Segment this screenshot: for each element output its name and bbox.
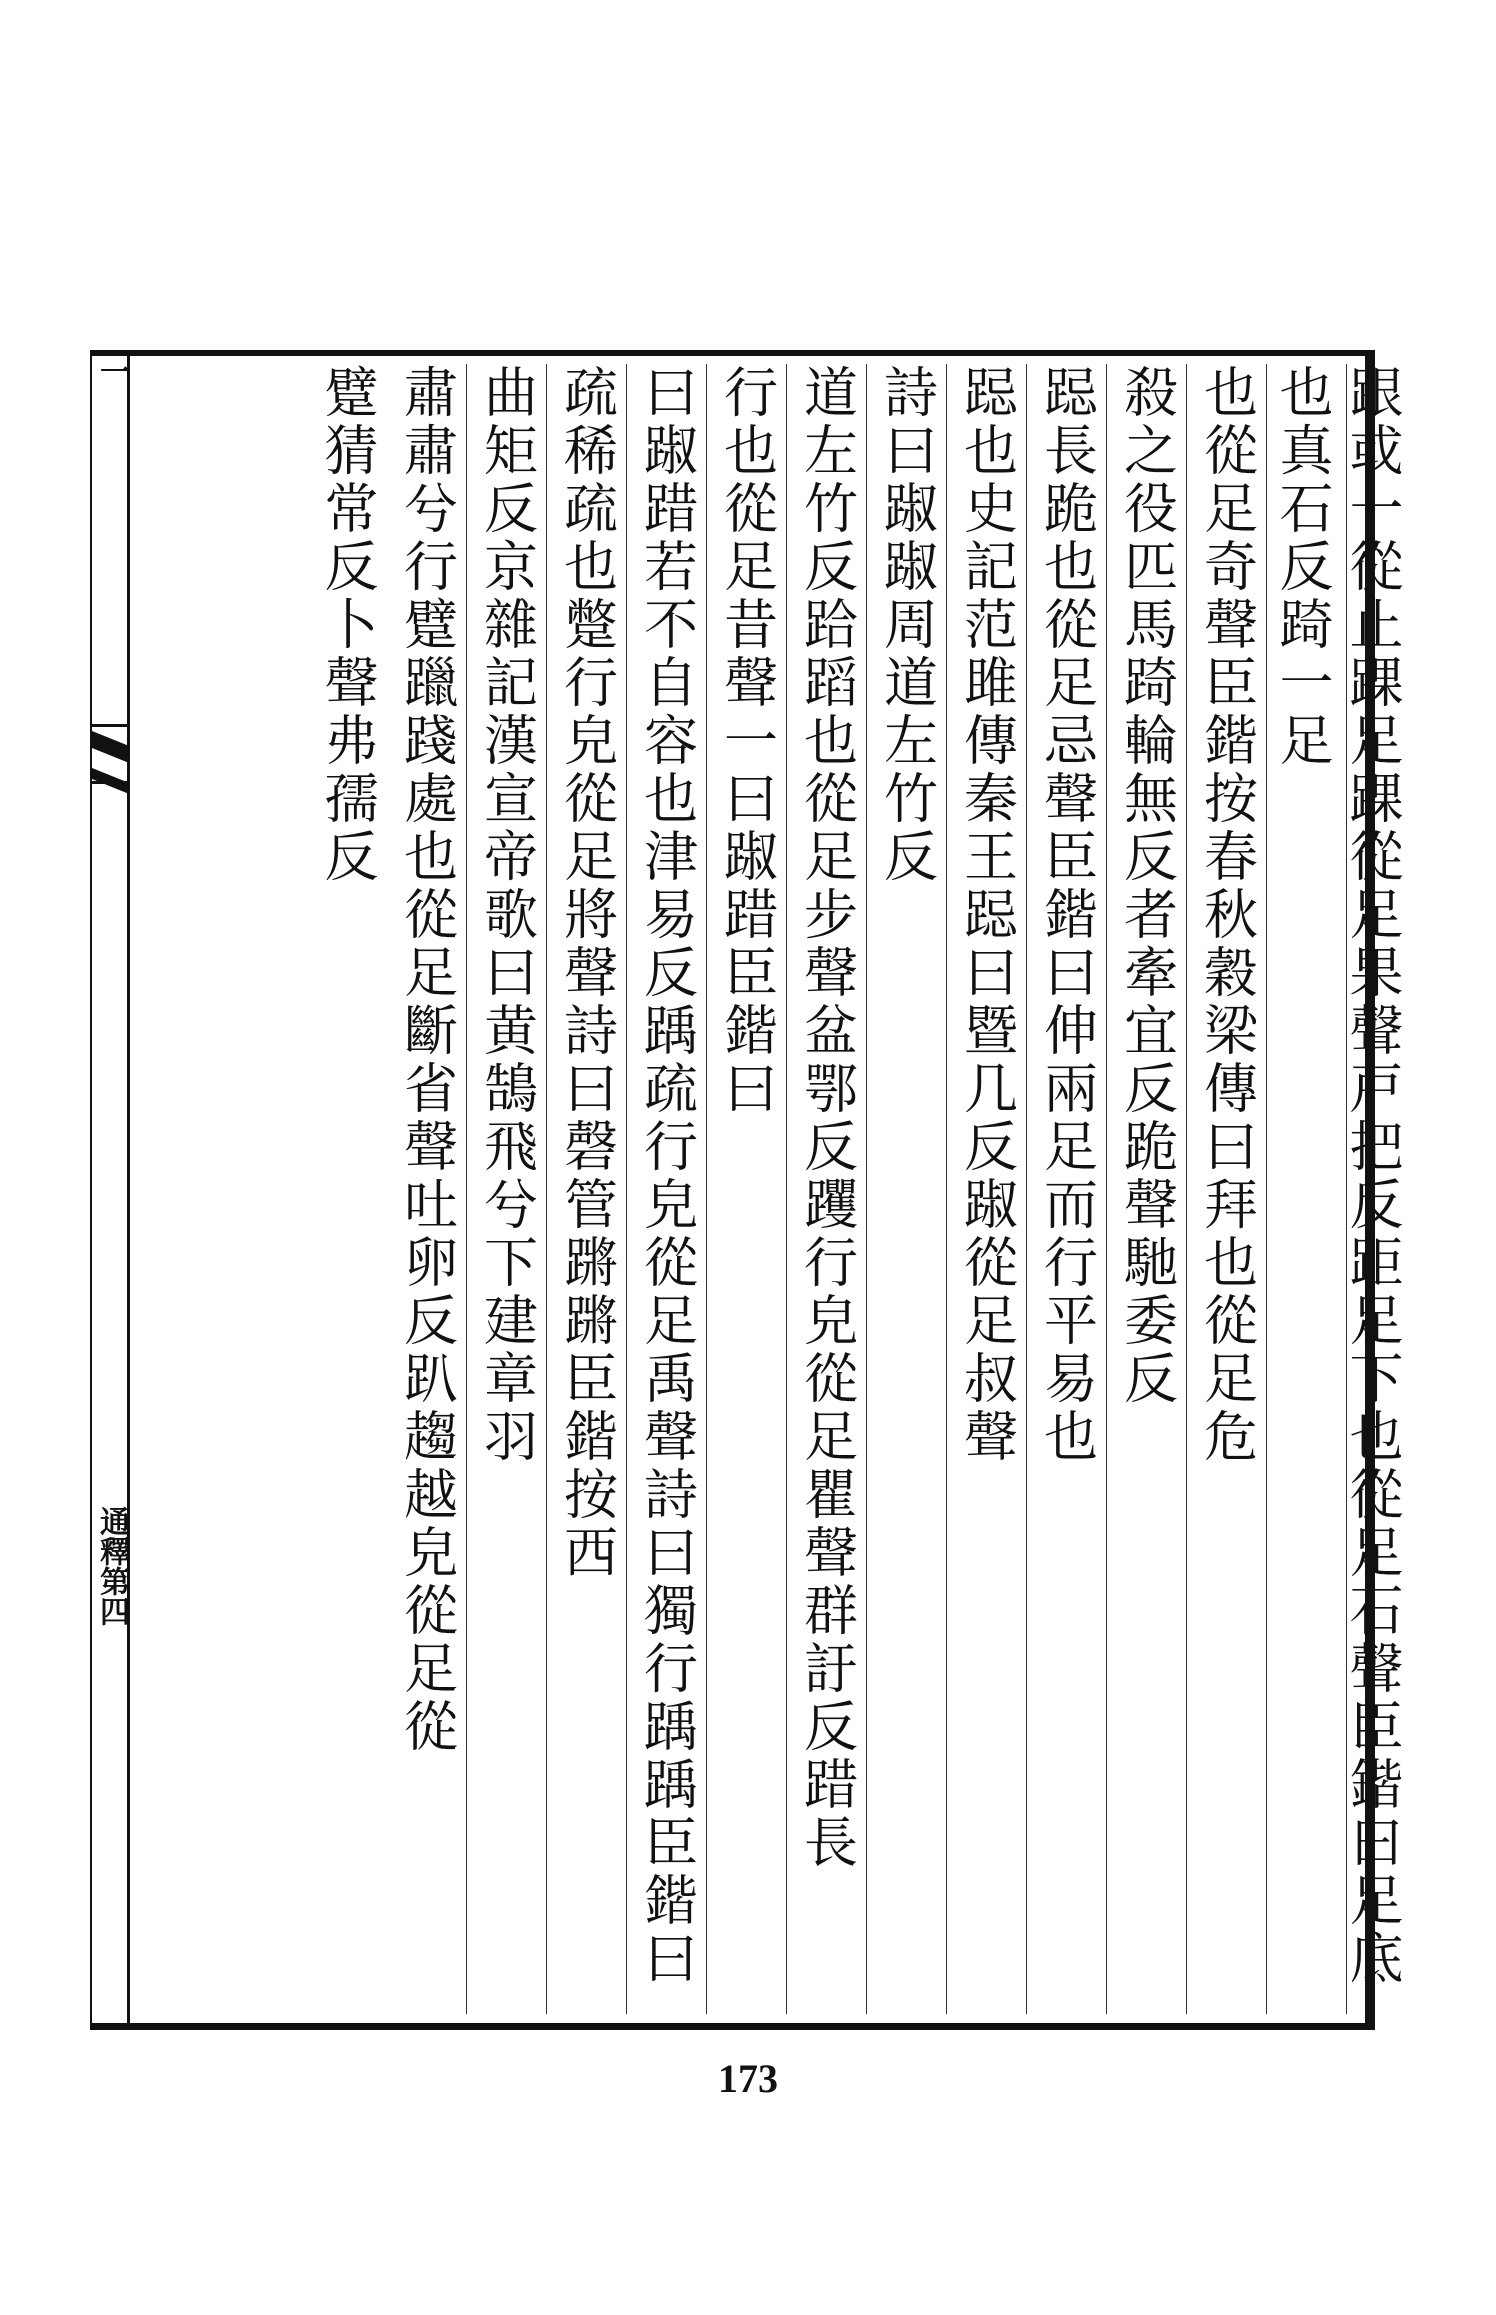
text-column-7 — [787, 364, 867, 2014]
text-column-2 — [1187, 364, 1267, 2014]
column-text: 肅肅兮行躄躐踐處也從足斷省聲吐卵反趴趨越皃從足從 — [395, 364, 459, 1756]
margin-rule-bottom — [92, 781, 127, 784]
margin-label-bottom: 通釋第四 — [94, 1506, 129, 1626]
text-column-12 — [387, 364, 467, 2014]
column-text: 曰踧踖若不自容也津易反踽疏行皃從足禹聲詩曰獨行踽踽臣鍇曰 — [635, 364, 699, 1988]
text-column-3 — [1107, 364, 1187, 2014]
text-column-5 — [947, 364, 1027, 2014]
text-column-10 — [547, 364, 627, 2014]
text-column-8 — [707, 364, 787, 2014]
column-text: 跽也史記范雎傳秦王跽曰暨几反踧從足叔聲 — [955, 364, 1019, 1466]
column-text: 詩曰踧踧周道左竹反 — [875, 364, 939, 886]
column-text: 躄猜常反卜聲弗孺反 — [316, 364, 379, 886]
column-text: 疏稀疏也蹩行皃從足將聲詩曰磬管蹡蹡臣鍇按西 — [555, 364, 619, 1582]
margin-label-top: 一 — [94, 356, 129, 386]
page-number: 173 — [718, 2056, 778, 2101]
column-text: 跟或一從止踝足踝從足果聲戸把反距足下也從足石聲臣鍇曰足底也真石反踦一足 — [1271, 364, 1404, 1988]
column-text: 行也從足昔聲一曰踧踖臣鍇曰 — [715, 364, 779, 1118]
text-column-9 — [627, 364, 707, 2014]
column-text: 曲矩反京雜記漢宣帝歌曰黄鵠飛兮下建章羽 — [475, 364, 539, 1466]
column-text: 也從足奇聲臣鍇按春秋穀梁傳曰拜也從足危 — [1195, 364, 1259, 1466]
text-column-1 — [1267, 364, 1404, 2014]
text-column-6 — [867, 364, 947, 2014]
text-column-4 — [1027, 364, 1107, 2014]
page-frame — [90, 350, 1404, 2030]
text-column-13 — [307, 364, 387, 2014]
column-text: 跽長跪也從足忌聲臣鍇曰伸兩足而行平易也 — [1035, 364, 1099, 1466]
column-text: 殺之役匹馬踦輪無反者牽宜反跪聲馳委反 — [1115, 364, 1179, 1408]
margin-rule-top — [92, 724, 127, 727]
margin-strip — [92, 356, 130, 2023]
column-text: 道左竹反跲蹈也從足步聲盆鄂反躩行皃從足瞿聲群訏反踖長 — [795, 364, 859, 1872]
text-column-11 — [467, 364, 547, 2014]
